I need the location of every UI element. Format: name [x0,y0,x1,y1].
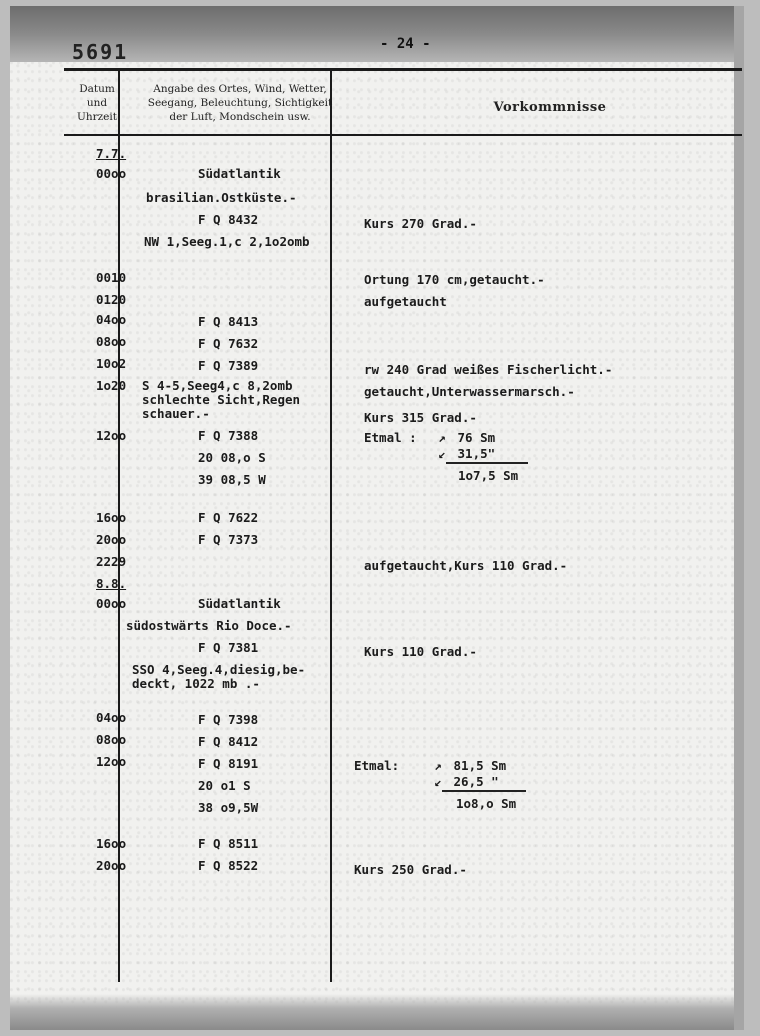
arrow-northeast-icon: ↗ [438,430,446,445]
time: 00oo [96,596,127,611]
sum-rule [446,462,528,464]
time: 0010 [96,270,127,285]
time: 1o20 [96,378,127,393]
grid-square: F Q 7398 [198,712,259,727]
time-0000: 00oo [96,166,127,181]
event: Kurs 315 Grad.- [364,410,477,425]
logbook-page [10,6,744,1030]
grid-square: F Q 8522 [198,858,259,873]
grid-square: F Q 7388 [198,428,259,443]
grid-square: F Q 7373 [198,532,259,547]
time: 2229 [96,554,127,569]
location-sub: brasilian.Ostküste.- [146,190,297,205]
grid-square: F Q 7389 [198,358,259,373]
time: 20oo [96,858,127,873]
weather: schauer.- [142,406,210,421]
location-region: Südatlantik [198,166,281,181]
event: rw 240 Grad weißes Fischerlicht.- [364,362,613,377]
event: Ortung 170 cm,getaucht.- [364,272,545,287]
location-sub: südostwärts Rio Doce.- [126,618,292,633]
column-divider-2 [330,70,332,982]
etmal-row-b: ↙ 26,5 " [430,774,499,789]
date-2: 8.8. [96,576,127,591]
grid-square: F Q 8511 [198,836,259,851]
time: 16oo [96,510,127,525]
etmal-label: Etmal: [354,758,400,773]
time: 16oo [96,836,127,851]
header-datum: Datum und Uhrzeit [77,83,117,123]
arrow-northeast-icon: ↗ [434,758,442,773]
etmal-row-b: ↙ 31,5" [434,446,495,461]
weather: schlechte Sicht,Regen [142,392,301,407]
event: aufgetaucht [364,294,447,309]
corner-number: 5691 [72,40,129,64]
header-vorkommnisse: Vorkommnisse [493,100,607,115]
event-course: Kurs 270 Grad.- [364,216,477,231]
weather: S 4-5,Seeg4,c 8,2omb [142,378,293,393]
header-angabe: Angabe des Ortes, Wind, Wetter, Seegang, Beleuchtung, Sichtigkeit der Luft, Mondschein usw. [147,83,333,123]
grid-square: F Q 8412 [198,734,259,749]
latitude: 20 o1 S [198,778,251,793]
grid-square: F Q 8432 [198,212,259,227]
latitude: 20 08,o S [198,450,266,465]
grid-square: F Q 7632 [198,336,259,351]
time: 10o2 [96,356,127,371]
scan-shadow-bottom [10,994,744,1030]
time: 08oo [96,732,127,747]
etmal-label: Etmal : [364,430,417,445]
grid-square: F Q 7381 [198,640,259,655]
grid-square: F Q 8191 [198,756,259,771]
time: 04oo [96,710,127,725]
arrow-southwest-icon: ↙ [438,446,446,461]
time: 12oo [96,428,127,443]
time: 20oo [96,532,127,547]
weather: NW 1,Seeg.1,c 2,1o2omb [144,234,310,249]
grid-square: F Q 7622 [198,510,259,525]
sum-rule [442,790,526,792]
time: 12oo [96,754,127,769]
table-top-rule [64,68,742,71]
event: Kurs 110 Grad.- [364,644,477,659]
longitude: 38 o9,5W [198,800,259,815]
page-number: - 24 - [380,36,431,52]
longitude: 39 08,5 W [198,472,266,487]
time: 08oo [96,334,127,349]
date-1: 7.7. [96,146,127,161]
time: 04oo [96,312,127,327]
etmal-row-a: ↗ 81,5 Sm [430,758,506,773]
weather: deckt, 1022 mb .- [132,676,260,691]
event: Kurs 250 Grad.- [354,862,467,877]
weather: SSO 4,Seeg.4,diesig,be- [132,662,306,677]
scan-shadow-right [734,6,744,1030]
etmal-sum: 1o8,o Sm [456,796,517,811]
etmal-row-a: ↗ 76 Sm [434,430,495,445]
grid-square: F Q 8413 [198,314,259,329]
time: 0120 [96,292,127,307]
header-bottom-rule [64,134,742,136]
event: getaucht,Unterwassermarsch.- [364,384,575,399]
event: aufgetaucht,Kurs 110 Grad.- [364,558,568,573]
arrow-southwest-icon: ↙ [434,774,442,789]
etmal-sum: 1o7,5 Sm [458,468,519,483]
location-region: Südatlantik [198,596,281,611]
